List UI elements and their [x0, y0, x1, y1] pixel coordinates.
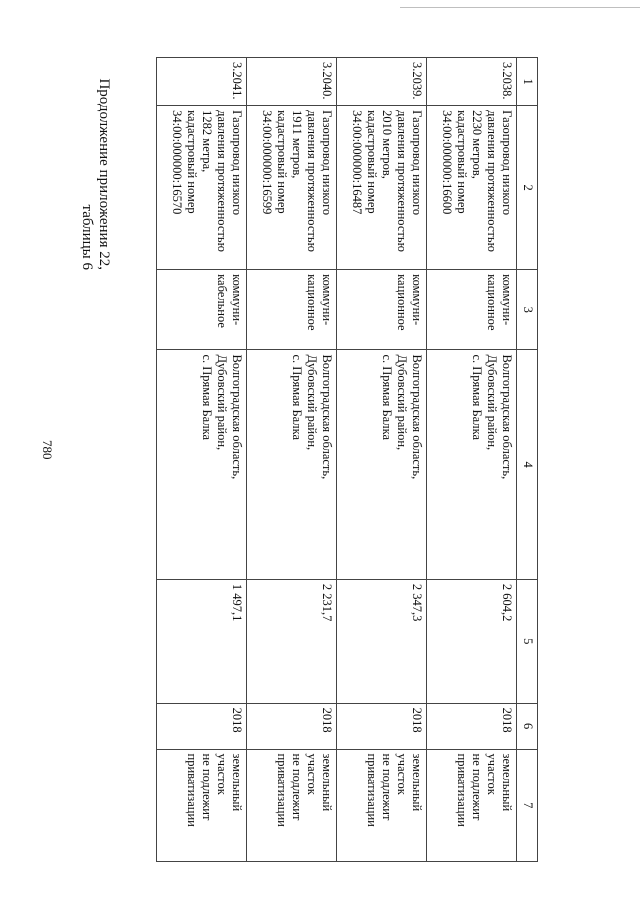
cell-text-line: приватизации [455, 753, 469, 827]
header-col-2: 2 [517, 106, 538, 270]
cell-text-line: 1282 метра, [200, 110, 214, 173]
cell-text-line: кабельное [215, 274, 229, 328]
cell-text-line: коммуни- [500, 274, 514, 326]
address-cell [247, 350, 337, 579]
cell-text-line: не подлежит [290, 753, 304, 821]
cell-text-line: Газопровод низкого [320, 110, 334, 216]
cell-text-line: земельный [500, 753, 514, 812]
table-row [247, 58, 337, 862]
value-cell [427, 579, 517, 703]
table-row [427, 58, 517, 862]
cell-text-line: коммуни- [320, 274, 334, 326]
table-row [157, 58, 247, 862]
cell-text-line: кадастровый номер [275, 110, 289, 214]
year-cell [427, 703, 517, 749]
purpose-cell [427, 270, 517, 350]
cell-text-line: Дубовский район, [215, 354, 229, 451]
cell-text-line: коммуни- [230, 274, 244, 326]
cell-text-line: кадастровый номер [185, 110, 199, 214]
cell-text-line: 34:00:000000:16570 [170, 110, 184, 215]
cell-text-line: участок [485, 753, 499, 795]
cell-text-line: приватизации [365, 753, 379, 827]
cell-text-line: давления протяженностью [485, 110, 499, 252]
cell-text: 2018 [500, 707, 514, 733]
cell-text-line: 2010 метров, [380, 110, 394, 179]
cell-text-line: земельный [410, 753, 424, 812]
caption-line-1: Продолжение приложения 22, [96, 78, 112, 270]
purpose-cell [337, 270, 427, 350]
object-name-cell [427, 106, 517, 270]
value-cell [337, 579, 427, 703]
header-col-5: 5 [517, 579, 538, 703]
cell-text-line: участок [395, 753, 409, 795]
cell-text-line: Волгоградская область, [230, 354, 244, 480]
year-cell [157, 703, 247, 749]
cell-text-line: с. Прямая Балка [380, 354, 394, 441]
header-col-3: 3 [517, 270, 538, 350]
cell-text-line: 2230 метров, [470, 110, 484, 179]
cell-text: 3.2038. [500, 62, 514, 100]
cell-text-line: 34:00:000000:16600 [440, 110, 454, 215]
cell-text-line: 34:00:000000:16487 [350, 110, 364, 215]
cell-text-line: коммуни- [410, 274, 424, 326]
year-cell [337, 703, 427, 749]
cell-text-line: не подлежит [200, 753, 214, 821]
cell-text: 2018 [410, 707, 424, 733]
row-number-cell [247, 58, 337, 106]
address-cell [157, 350, 247, 579]
cell-text-line: с. Прямая Балка [200, 354, 214, 441]
table-header-row [517, 58, 538, 862]
cell-text: 1 497,1 [230, 583, 244, 622]
rotated-table-sheet [114, 57, 538, 862]
value-cell [247, 579, 337, 703]
cell-text-line: кационное [395, 274, 409, 331]
purpose-cell [247, 270, 337, 350]
property-registry-table [156, 57, 538, 862]
cell-text-line: Дубовский район, [305, 354, 319, 451]
land-status-cell [157, 749, 247, 861]
cell-text-line: Волгоградская область, [500, 354, 514, 480]
cell-text-line: Газопровод низкого [230, 110, 244, 216]
purpose-cell [157, 270, 247, 350]
cell-text-line: кационное [485, 274, 499, 331]
row-number-cell [337, 58, 427, 106]
cell-text-line: Дубовский район, [485, 354, 499, 451]
land-status-cell [427, 749, 517, 861]
row-number-cell [157, 58, 247, 106]
cell-text-line: Газопровод низкого [410, 110, 424, 216]
cell-text: 3.2040. [320, 62, 334, 100]
cell-text: 2 231,7 [320, 583, 334, 622]
cell-text-line: Волгоградская область, [410, 354, 424, 480]
cell-text-line: Газопровод низкого [500, 110, 514, 216]
cell-text-line: приватизации [275, 753, 289, 827]
table-body [157, 58, 517, 862]
header-col-6: 6 [517, 703, 538, 749]
cell-text-line: давления протяженностью [215, 110, 229, 252]
address-cell [427, 350, 517, 579]
cell-text-line: Волгоградская область, [320, 354, 334, 480]
cell-text-line: давления протяженностью [395, 110, 409, 252]
cell-text: 2 604,2 [500, 583, 514, 622]
header-col-4: 4 [517, 350, 538, 579]
object-name-cell [247, 106, 337, 270]
cell-text-line: с. Прямая Балка [470, 354, 484, 441]
cell-text-line: кационное [305, 274, 319, 331]
address-cell [337, 350, 427, 579]
cell-text-line: кадастровый номер [455, 110, 469, 214]
cell-text-line: 1911 метров, [290, 110, 304, 179]
value-cell [157, 579, 247, 703]
cell-text-line: приватизации [185, 753, 199, 827]
header-col-1: 1 [517, 58, 538, 106]
table-row [337, 58, 427, 862]
appendix-caption [78, 30, 112, 270]
object-name-cell [337, 106, 427, 270]
cell-text: 2018 [230, 707, 244, 733]
cell-text-line: с. Прямая Балка [290, 354, 304, 441]
cell-text: 3.2041. [230, 62, 244, 100]
header-col-7: 7 [517, 749, 538, 861]
cell-text-line: кадастровый номер [365, 110, 379, 214]
cell-text-line: участок [305, 753, 319, 795]
caption-line-2: таблицы 6 [79, 204, 95, 270]
year-cell [247, 703, 337, 749]
cell-text: 2 347,3 [410, 583, 424, 622]
cell-text-line: земельный [320, 753, 334, 812]
cell-text-line: земельный [230, 753, 244, 812]
cell-text-line: 34:00:000000:16599 [260, 110, 274, 215]
top-rule [400, 7, 640, 8]
cell-text-line: участок [215, 753, 229, 795]
page-number: 780 [40, 440, 55, 460]
object-name-cell [157, 106, 247, 270]
cell-text: 2018 [320, 707, 334, 733]
row-number-cell [427, 58, 517, 106]
cell-text-line: не подлежит [380, 753, 394, 821]
cell-text: 3.2039. [410, 62, 424, 100]
cell-text-line: давления протяженностью [305, 110, 319, 252]
land-status-cell [337, 749, 427, 861]
cell-text-line: Дубовский район, [395, 354, 409, 451]
land-status-cell [247, 749, 337, 861]
cell-text-line: не подлежит [470, 753, 484, 821]
